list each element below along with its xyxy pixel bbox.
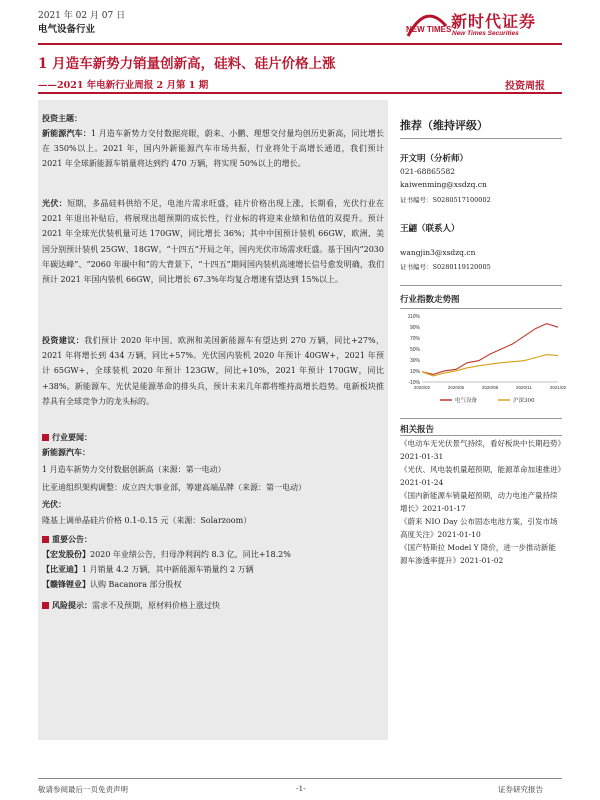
- related-report-item[interactable]: 《国内新能源车销量超预期，动力电池产量持续增长》2021-01-17: [400, 491, 558, 513]
- x-tick-label: 2020/08: [481, 385, 499, 390]
- divider: [400, 418, 562, 419]
- y-tick-label: 110%: [407, 314, 420, 320]
- bullet-square-icon: [42, 602, 49, 609]
- logo-text: NEW TIMES: [406, 25, 452, 34]
- x-tick-label: 2020/11: [516, 385, 532, 390]
- y-tick-label: -10%: [408, 380, 420, 386]
- company-heading: 重要公告：: [42, 532, 384, 547]
- brand-name-en: New Times Securities: [452, 30, 519, 37]
- y-tick-label: 90%: [409, 325, 420, 331]
- y-tick-label: 70%: [409, 336, 420, 342]
- x-tick-label: 2021/02: [549, 385, 567, 390]
- advice-label: 投资建议：: [42, 335, 85, 345]
- y-tick-label: 50%: [409, 347, 420, 353]
- legend-label: 沪深300: [513, 398, 535, 404]
- nev-text: 1 月造车新势力交付数据亮眼，蔚来、小鹏、理想交付量均创历史新高，同比增长在 350%以上。2021 年，国内外新能源汽车市场共振，行业将处于高增长通道，我们预计 2021 年全球新能源车销量将达到约 470 万辆，将实现 50%以上的增长。: [42, 129, 384, 169]
- analyst-cert: 证书编号：S0280517100002: [400, 196, 491, 204]
- pv-text: 短期，多晶硅料供给不足，电池片需求旺盛，硅片价格出现上涨，长期看，光伏行业在 2021 年退出补贴后，将展现出超预期的成长性，行业标的将迎来业绩和估值的双提升。预计 2021 年全球光伏装机量可达 170GW，同比增长 36%；其中中国预计装机 66GW，欧洲、美国分别预计装机 25GW、18GW。“十四五”开局之年，国内光伏市场需求旺盛。基于国内“2030 年碳达峰”、“2060 年碳中和”的大背景下，“十四五”期间国内装机高速增长信号愈发明确，我们预计 2021 年国内装机 66GW，同比增长 67.3%年均复合增速有望达到 15%以上。: [42, 199, 385, 285]
- related-report-item[interactable]: 《蔚来 NIO Day 公布固态电池方案，引发市场高度关注》2021-01-10: [400, 517, 558, 539]
- page-number: -1-: [296, 784, 306, 793]
- nev-paragraph: [42, 126, 384, 172]
- invest-points-heading: 投资主题：: [42, 113, 82, 123]
- risk-label: 风险提示：: [52, 600, 92, 610]
- footer-divider: [38, 778, 562, 779]
- rating: 推荐（维持评级）: [400, 119, 488, 132]
- analyst-phone: 021-68865582: [400, 167, 456, 176]
- news-item: 比亚迪组织架构调整：成立四大事业部，筹建高端品牌（来源：第一电动）: [42, 483, 306, 492]
- advice-text: 我们预计 2020 年中国、欧洲和美国新能源车有望达到 270 万辆，同比+27%，2021 年将增长到 434 万辆，同比+57%。光伏国内装机 2020 年预计 40GW+，2021 年预计 65GW+，全球装机 2020 年预计 123GW，同比+10%，2021 年预计 170GW，同比+38%。新能源车、光伏是能源革命的排头兵，预计未来几年都将维持高增长趋势。电新板块推荐具有全球竞争力的龙头标的。: [42, 336, 384, 406]
- contact-cert: 证书编号：S0280119120005: [400, 263, 491, 271]
- company-item: 【宏发股份】2020 年业绩公告，归母净利润约 8.3 亿，同比+18.2%: [42, 549, 291, 559]
- y-tick-label: 30%: [409, 358, 420, 364]
- related-report-item[interactable]: 《光伏、风电装机量超预期，能源革命加速推进》2021-01-24: [400, 465, 562, 487]
- x-tick-label: 2020/05: [447, 385, 465, 390]
- news-nev-label: 新能源汽车：: [42, 447, 90, 457]
- report-title: 1 月造车新势力销量创新高，硅料、硅片价格上涨: [38, 56, 336, 72]
- advice-paragraph: [42, 333, 384, 409]
- news-heading: 行业要闻：: [42, 430, 384, 445]
- pv-label: 光伏：: [42, 198, 68, 208]
- footer-disclaimer[interactable]: 敬请参阅最后一页免责声明: [38, 785, 128, 794]
- pv-paragraph: [42, 196, 384, 287]
- y-tick-label: 10%: [409, 369, 420, 375]
- related-report-item[interactable]: 《电动车无光伏景气持续，看好板块中长期趋势》2021-01-31: [400, 439, 562, 461]
- divider: [400, 285, 562, 286]
- series-line-电气设备: [422, 324, 558, 375]
- analyst-name: 开文明（分析师）: [400, 154, 469, 164]
- news-item: 隆基上调单晶硅片价格 0.1-0.15 元（来源：Solarzoom）: [42, 516, 252, 525]
- contact-email[interactable]: wangjin3@xsdzq.cn: [400, 248, 476, 257]
- report-date: 2021 年 02 月 07 日: [38, 11, 126, 21]
- risk-paragraph: [42, 598, 384, 613]
- brand-name: 新时代证券: [451, 12, 537, 31]
- news-pv-label: 光伏：: [42, 499, 66, 509]
- series-line-沪深300: [422, 355, 558, 376]
- bullet-square-icon: [42, 434, 49, 441]
- index-trend-chart: [400, 312, 567, 407]
- analyst-email[interactable]: kaiwenming@xsdzq.cn: [400, 180, 487, 189]
- news-item: 1 月造车新势力交付数据创新高（来源：第一电动）: [42, 465, 226, 474]
- nev-label: 新能源汽车：: [42, 128, 91, 138]
- divider: [400, 308, 562, 309]
- footer-label: 证券研究报告: [498, 785, 543, 794]
- related-reports-heading: 相关报告: [400, 425, 435, 435]
- report-type: 投资周报: [505, 81, 545, 92]
- contact-name: 王翩（联系人）: [400, 224, 460, 234]
- related-report-item[interactable]: 《国产特斯拉 Model Y 降价，进一步推动新能源车渗透率提升》2021-01-02: [400, 543, 556, 565]
- brand-logo: [402, 6, 450, 44]
- x-tick-label: 2020/02: [413, 385, 431, 390]
- chart-title: 行业指数走势图: [400, 295, 460, 305]
- risk-text: 需求不及预期，原材料价格上涨过快: [92, 601, 220, 610]
- report-subtitle: ——2021 年电新行业周报 2 月第 1 期: [38, 80, 209, 91]
- company-item: 【赣锋锂业】认购 Bacanora 部分股权: [42, 579, 182, 589]
- title-divider: [38, 92, 562, 94]
- industry-label: 电气设备行业: [38, 24, 96, 35]
- divider: [400, 435, 562, 436]
- header-divider: [38, 43, 562, 45]
- bullet-square-icon: [42, 536, 49, 543]
- legend-label: 电气设备: [455, 398, 478, 404]
- company-item: 【比亚迪】1 月销量 4.2 万辆，其中新能源车销量约 2 万辆: [42, 564, 254, 574]
- divider: [400, 138, 562, 139]
